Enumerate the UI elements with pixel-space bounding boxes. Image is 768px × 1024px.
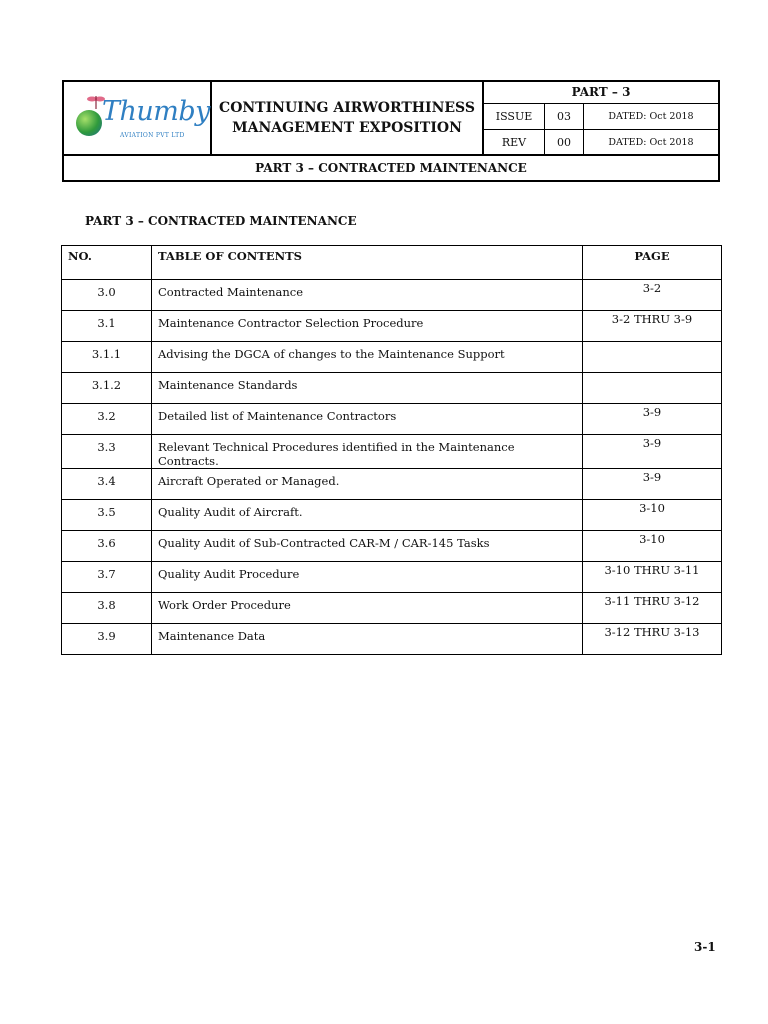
toc-row-title: Maintenance Data bbox=[152, 624, 583, 655]
document-header bbox=[62, 80, 720, 182]
toc-row-page bbox=[583, 342, 722, 373]
logo-cell bbox=[64, 82, 212, 154]
rev-row bbox=[484, 130, 718, 154]
toc-row-title: Quality Audit Procedure bbox=[152, 562, 583, 593]
company-logo bbox=[72, 92, 208, 146]
page-number: 3-1 bbox=[694, 940, 716, 954]
table-row bbox=[62, 404, 722, 435]
toc-row-title: Detailed list of Maintenance Contractors bbox=[152, 404, 583, 435]
issue-dated: DATED: Oct 2018 bbox=[608, 111, 694, 122]
table-row bbox=[62, 373, 722, 404]
toc-row-number: 3.2 bbox=[62, 404, 152, 435]
toc-row-title: Aircraft Operated or Managed. bbox=[152, 469, 583, 500]
table-row bbox=[62, 342, 722, 373]
table-row bbox=[62, 562, 722, 593]
table-row bbox=[62, 311, 722, 342]
toc-row-page: 3-12 THRU 3-13 bbox=[583, 624, 722, 655]
header-top-row bbox=[64, 82, 718, 156]
toc-row-page bbox=[583, 373, 722, 404]
logo-subtitle: AVIATION PVT LTD bbox=[120, 132, 185, 139]
logo-wordmark: Thumby bbox=[102, 96, 210, 127]
issue-row bbox=[484, 104, 718, 130]
toc-row-title: Advising the DGCA of changes to the Maintenance Support bbox=[152, 342, 583, 373]
rev-value: 00 bbox=[545, 130, 584, 154]
section-title: PART 3 – CONTRACTED MAINTENANCE bbox=[85, 214, 357, 228]
table-of-contents bbox=[61, 245, 722, 655]
table-row bbox=[62, 280, 722, 311]
toc-row-number: 3.3 bbox=[62, 435, 152, 469]
toc-row-number: 3.7 bbox=[62, 562, 152, 593]
table-row bbox=[62, 435, 722, 469]
toc-row-title: Maintenance Contractor Selection Procedure bbox=[152, 311, 583, 342]
toc-row-page: 3-10 bbox=[583, 531, 722, 562]
document-title bbox=[212, 82, 484, 154]
toc-header-title: TABLE OF CONTENTS bbox=[152, 246, 583, 280]
table-row bbox=[62, 500, 722, 531]
table-row bbox=[62, 469, 722, 500]
rev-label: REV bbox=[484, 130, 545, 154]
toc-header-no: NO. bbox=[62, 246, 152, 280]
toc-row-number: 3.4 bbox=[62, 469, 152, 500]
toc-row-page: 3-2 THRU 3-9 bbox=[583, 311, 722, 342]
toc-row-number: 3.1.2 bbox=[62, 373, 152, 404]
header-subtitle: PART 3 – CONTRACTED MAINTENANCE bbox=[255, 161, 527, 175]
toc-row-title: Quality Audit of Sub-Contracted CAR-M / CAR-145 Tasks bbox=[152, 531, 583, 562]
issue-value: 03 bbox=[545, 104, 584, 129]
toc-row-page: 3-10 THRU 3-11 bbox=[583, 562, 722, 593]
toc-row-number: 3.6 bbox=[62, 531, 152, 562]
toc-row-title: Maintenance Standards bbox=[152, 373, 583, 404]
toc-row-number: 3.1.1 bbox=[62, 342, 152, 373]
toc-row-number: 3.0 bbox=[62, 280, 152, 311]
toc-row-title: Contracted Maintenance bbox=[152, 280, 583, 311]
toc-row-page: 3-2 bbox=[583, 280, 722, 311]
table-row bbox=[62, 593, 722, 624]
toc-row-page: 3-9 bbox=[583, 435, 722, 469]
title-line-1: CONTINUING AIRWORTHINESS bbox=[219, 100, 475, 116]
issue-label: ISSUE bbox=[484, 104, 545, 129]
part-label: PART – 3 bbox=[484, 82, 718, 104]
toc-row-number: 3.8 bbox=[62, 593, 152, 624]
toc-row-number: 3.1 bbox=[62, 311, 152, 342]
toc-row-page: 3-11 THRU 3-12 bbox=[583, 593, 722, 624]
toc-row-page: 3-9 bbox=[583, 469, 722, 500]
toc-row-page: 3-10 bbox=[583, 500, 722, 531]
table-row bbox=[62, 624, 722, 655]
toc-row-number: 3.5 bbox=[62, 500, 152, 531]
toc-row-title: Work Order Procedure bbox=[152, 593, 583, 624]
globe-icon bbox=[76, 110, 102, 136]
toc-header-page: PAGE bbox=[583, 246, 722, 280]
toc-row-page: 3-9 bbox=[583, 404, 722, 435]
toc-header-row bbox=[62, 246, 722, 280]
rev-dated: DATED: Oct 2018 bbox=[608, 136, 694, 148]
meta-cell bbox=[484, 82, 718, 154]
toc-row-number: 3.9 bbox=[62, 624, 152, 655]
title-line-2: MANAGEMENT EXPOSITION bbox=[232, 120, 462, 136]
toc-row-title: Quality Audit of Aircraft. bbox=[152, 500, 583, 531]
table-row bbox=[62, 531, 722, 562]
toc-row-title: Relevant Technical Procedures identified in the Maintenance Contracts. bbox=[152, 435, 583, 469]
